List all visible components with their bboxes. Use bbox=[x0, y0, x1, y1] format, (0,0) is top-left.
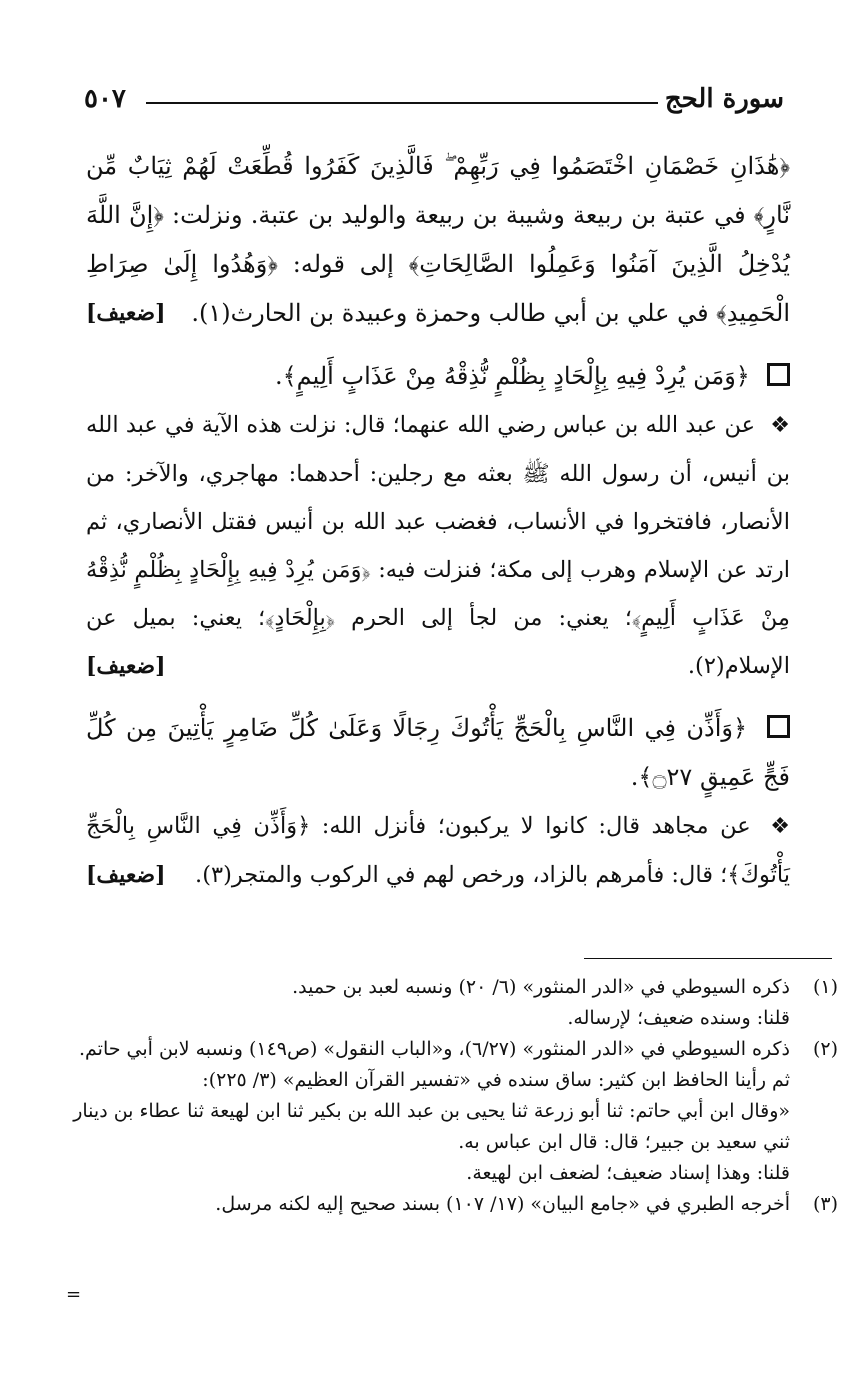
verse-3-text: ﴿وَأَذِّن فِي النَّاسِ بِالْحَجِّ يَأْتُوكَ رِجَالًا وَعَلَىٰ كُلِّ ضَامِرٍ يَأْتِينَ مِن كُلِّ فَجٍّ عَمِيقٍ ۝٢٧﴾. bbox=[86, 714, 790, 791]
paragraph-2 bbox=[86, 401, 790, 690]
verse-2-text: ﴿وَمَن يُرِدْ فِيهِ بِإِلْحَادٍ بِظُلْمٍ نُّذِقْهُ مِنْ عَذَابٍ أَلِيمٍ﴾. bbox=[274, 362, 750, 390]
diamond-bullet-icon: ❖ bbox=[770, 814, 791, 839]
footnote-text bbox=[52, 972, 790, 1034]
footnote-line: قلنا: وسنده ضعيف؛ لإرساله. bbox=[567, 1007, 790, 1029]
grade-label-1: [ضعيف] bbox=[86, 300, 166, 326]
grade-label-3: [ضعيف] bbox=[86, 862, 166, 888]
paragraph-2-text: عن عبد الله بن عباس رضي الله عنهما؛ قال: نزلت هذه الآية في عبد الله بن أنيس، أن رسول الله ﷺ بعثه مع رجلين: أحدهما: مهاجري، والآخر: من الأنصار، فافتخروا في الأنساب، فغضب عبد الله بن أنيس فقتل الأنصاري، ثم ارتد عن الإسلام وهرب إلى مكة؛ فنزلت فيه: ﴿وَمَن يُرِدْ فِيهِ بِإِلْحَادٍ بِظُلْمٍ نُّذِقْهُ مِنْ عَذَابٍ أَلِيمٍ﴾؛ يعني: من لجأ إلى الحرم ﴿بِإِلْحَادٍ﴾؛ يعني: بميل عن الإسلام(٢). bbox=[86, 412, 790, 679]
footnote-number: (٣) bbox=[812, 1193, 838, 1215]
footnote-2 bbox=[52, 1034, 838, 1189]
footnote-text bbox=[52, 1034, 790, 1189]
surah-title: سورة الحج bbox=[664, 84, 784, 114]
paragraph-1 bbox=[86, 142, 790, 338]
footnote-line: ذكره السيوطي في «الدر المنثور» (٦/ ٢٠) ونسبه لعبد بن حميد. bbox=[292, 976, 790, 998]
grade-label-2: [ضعيف] bbox=[86, 653, 166, 679]
footnote-line: ذكره السيوطي في «الدر المنثور» (٦/٢٧)، و«الباب النقول» (ص١٤٩) ونسبه لابن أبي حاتم. bbox=[78, 1038, 790, 1060]
footnote-separator bbox=[584, 958, 832, 959]
square-bullet-icon bbox=[767, 715, 790, 738]
paragraph-1-text: ﴿هَٰذَانِ خَصْمَانِ اخْتَصَمُوا فِي رَبِّهِمْ ۖ فَالَّذِينَ كَفَرُوا قُطِّعَتْ لَهُمْ ثِيَابٌ مِّن نَّارٍ﴾ في عتبة بن ربيعة وشيبة بن ربيعة والوليد بن عتبة. ونزلت: ﴿إِنَّ اللَّهَ يُدْخِلُ الَّذِينَ آمَنُوا وَعَمِلُوا الصَّالِحَاتِ﴾ إلى قوله: ﴿وَهُدُوا إِلَىٰ صِرَاطِ الْحَمِيدِ﴾ في علي بن أبي طالب وحمزة وعبيدة بن الحارث(١). bbox=[86, 152, 790, 327]
diamond-bullet-icon: ❖ bbox=[770, 413, 790, 438]
footnote-line: ثم رأينا الحافظ ابن كثير: ساق سنده في «تفسير القرآن العظيم» (٣/ ٢٢٥): bbox=[202, 1069, 790, 1091]
page-header bbox=[84, 84, 784, 124]
page-number: ٥٠٧ bbox=[84, 84, 126, 114]
margin-mark: = bbox=[66, 1284, 82, 1305]
verse-heading-3 bbox=[86, 704, 790, 802]
footnote-line: قلنا: وهذا إسناد ضعيف؛ لضعف ابن لهيعة. bbox=[466, 1162, 790, 1184]
footnote-line: أخرجه الطبري في «جامع البيان» (١٧/ ١٠٧) بسند صحيح إليه لكنه مرسل. bbox=[215, 1193, 790, 1215]
main-text bbox=[86, 142, 790, 899]
paragraph-3-text: عن مجاهد قال: كانوا لا يركبون؛ فأنزل الله: ﴿وَأَذِّن فِي النَّاسِ بِالْحَجِّ يَأْتُوكَ﴾؛ قال: فأمرهم بالزاد، ورخص لهم في الركوب والمتجر(٣). bbox=[86, 813, 790, 888]
footnote-number: (١) bbox=[812, 976, 838, 998]
footnote-line: «وقال ابن أبي حاتم: ثنا أبو زرعة ثنا يحيى بن عبد الله بن بكير ثنا ابن لهيعة ثنا عطاء بن دينار ثني سعيد بن جبير؛ قال: قال ابن عباس به. bbox=[73, 1100, 790, 1153]
square-bullet-icon bbox=[767, 363, 790, 386]
footnote-3 bbox=[52, 1189, 838, 1220]
footnote-1 bbox=[52, 972, 838, 1034]
footnote-number: (٢) bbox=[812, 1038, 838, 1060]
verse-heading-2 bbox=[86, 352, 790, 401]
footnote-text bbox=[52, 1189, 790, 1220]
paragraph-3 bbox=[86, 802, 790, 899]
footnotes bbox=[52, 972, 838, 1220]
header-rule bbox=[146, 102, 658, 104]
